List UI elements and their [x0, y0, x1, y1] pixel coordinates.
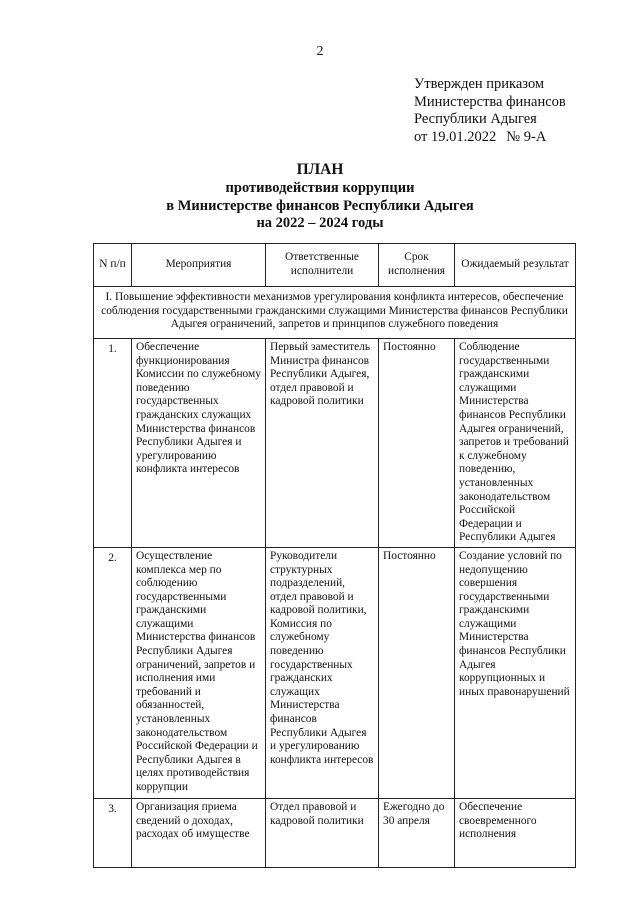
row-result: Обеспечение своевременного исполнения	[455, 798, 576, 867]
row-deadline: Постоянно	[379, 547, 455, 798]
approval-line: Министерства финансов	[414, 93, 566, 110]
section-title: I. Повышение эффективности механизмов урегулирования конфликта интересов, обеспечение соблюдения государственными гражданскими служащими Министерства финансов Республики Адыгея ограничений, запретов и принципов служебного поведения	[94, 287, 576, 339]
row-responsible: Отдел правовой и кадровой политики	[266, 798, 379, 867]
column-header-deadline: Срок исполнения	[379, 244, 455, 287]
row-number: 1.	[94, 339, 132, 548]
plan-table	[93, 243, 576, 868]
page-number: 2	[316, 44, 324, 59]
table-row	[94, 339, 576, 548]
title-line: в Министерстве финансов Республики Адыгея	[166, 197, 474, 214]
table-row	[94, 547, 576, 798]
row-deadline: Ежегодно до 30 апреля	[379, 798, 455, 867]
approval-line: Утвержден приказом	[414, 76, 545, 92]
approval-line: Республики Адыгея	[414, 111, 537, 127]
row-activity: Обеспечение функционирования Комиссии по служебному поведению государственных гражданских служащих Министерства финансов Республики Адыгея и урегулированию конфликта интересов	[132, 339, 266, 548]
row-result: Создание условий по недопущению совершения государственными гражданскими служащими Министерства финансов Республики Адыгея коррупционных и иных правонарушений	[455, 547, 576, 798]
title-line: противодействия коррупции	[225, 180, 415, 196]
row-result: Соблюдение государственными гражданскими служащими Министерства финансов Республики Адыгея ограничений, запретов и требований к служебному поведению, установленных законодательством Российской Федерации и Республики Адыгея	[455, 339, 576, 548]
row-activity: Организация приема сведений о доходах, расходах об имуществе	[132, 798, 266, 867]
column-header-result: Ожидаемый результат	[455, 244, 576, 287]
approval-date: от 19.01.2022	[414, 128, 497, 145]
approval-date-line	[414, 129, 566, 147]
row-responsible: Первый заместитель Министра финансов Республики Адыгея, отдел правовой и кадровой политики	[266, 339, 379, 548]
row-deadline: Постоянно	[379, 339, 455, 548]
approval-stamp	[414, 76, 566, 146]
column-header-number: N п/п	[94, 244, 132, 287]
section-row	[94, 287, 576, 339]
column-header-responsible: Ответственные исполнители	[266, 244, 379, 287]
title-line: на 2022 – 2024 годы	[256, 215, 384, 231]
approval-number: № 9-А	[506, 128, 547, 145]
document-title	[0, 160, 640, 233]
table-header-row	[94, 244, 576, 287]
table-row	[94, 798, 576, 867]
title-heading: ПЛАН	[296, 161, 344, 178]
row-number: 2.	[94, 547, 132, 798]
row-responsible: Руководители структурных подразделений, отдел правовой и кадровой политики, Комиссия по служебному поведению государственных гражданских служащих Министерства финансов Республики Адыгея и урегулированию конфликта интересов	[266, 547, 379, 798]
row-number: 3.	[94, 798, 132, 867]
row-activity: Осуществление комплекса мер по соблюдению государственными гражданскими служащими Министерства финансов Республики Адыгея ограничений, запретов и исполнения ими требований и обязанностей, установленных законодательством Российской Федерации и Республики Адыгея в целях противодействия коррупции	[132, 547, 266, 798]
column-header-activity: Мероприятия	[132, 244, 266, 287]
